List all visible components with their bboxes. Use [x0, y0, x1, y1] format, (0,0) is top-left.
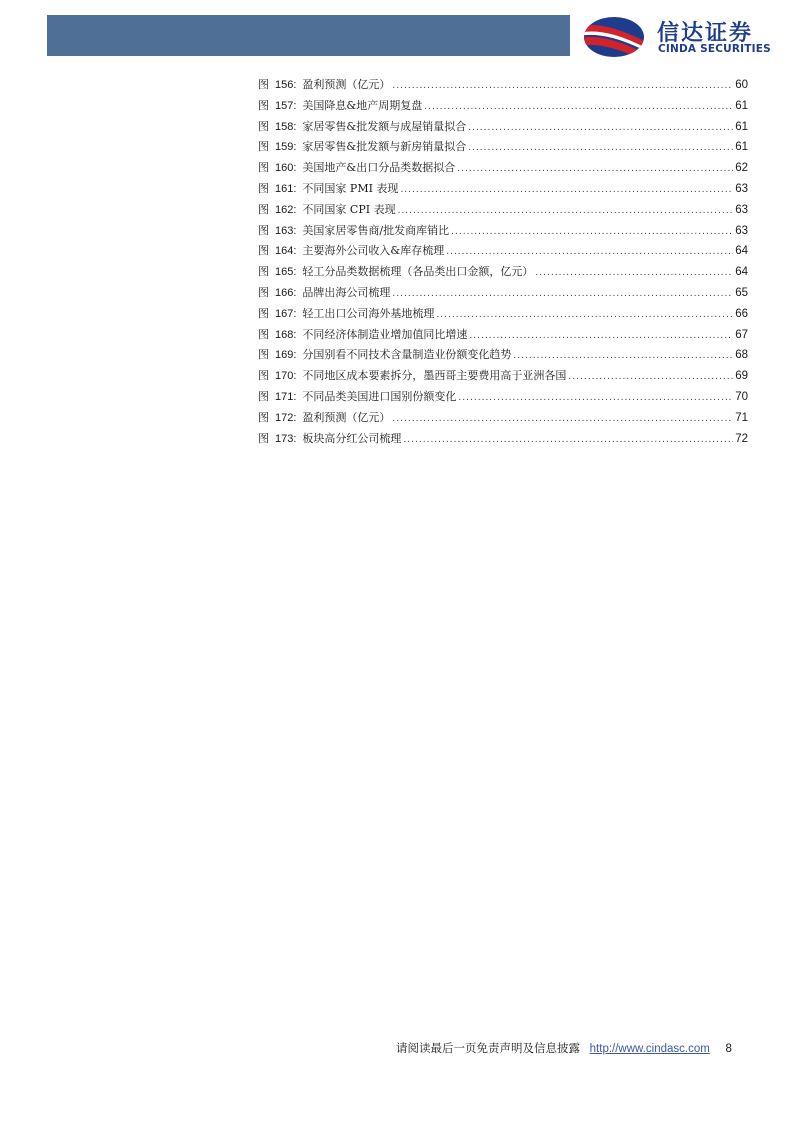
figure-number: 158:	[275, 120, 297, 133]
figure-list-item[interactable]	[258, 137, 748, 158]
figure-title: 美国家居零售商/批发商库销比	[302, 223, 450, 237]
figure-title: 盈利预测（亿元）	[302, 410, 391, 424]
figure-number: 156:	[275, 79, 297, 91]
figure-page-number: 66	[735, 307, 748, 320]
figure-page-number: 64	[735, 245, 748, 258]
figure-list-item[interactable]	[258, 429, 748, 450]
figure-number: 159:	[275, 141, 297, 154]
figure-title: 盈利预测（亿元）	[302, 78, 391, 91]
dot-leader	[468, 118, 733, 139]
dot-leader	[468, 138, 733, 159]
figure-number: 171:	[275, 390, 297, 403]
dot-leader	[398, 201, 734, 222]
figure-title: 美国地产&出口分品类数据拟合	[302, 161, 456, 175]
figure-list	[258, 75, 748, 449]
figure-page-number: 71	[735, 411, 748, 424]
figure-prefix: 图	[258, 431, 269, 445]
figure-number: 170:	[275, 370, 297, 383]
figure-list-item[interactable]	[258, 221, 748, 242]
figure-prefix: 图	[258, 348, 269, 362]
figure-list-item[interactable]	[258, 200, 748, 221]
figure-title: 美国降息&地产周期复盘	[302, 98, 423, 112]
figure-page-number: 70	[735, 390, 748, 403]
figure-number: 165:	[275, 266, 297, 279]
figure-title: 轻工出口公司海外基地梳理	[302, 306, 435, 320]
figure-title: 主要海外公司收入&库存梳理	[302, 244, 445, 258]
figure-page-number: 72	[735, 432, 748, 445]
figure-prefix: 图	[258, 306, 269, 320]
figure-page-number: 67	[735, 328, 748, 341]
figure-list-item[interactable]	[258, 158, 748, 179]
figure-list-item[interactable]	[258, 75, 748, 96]
figure-number: 164:	[275, 245, 297, 258]
figure-list-item[interactable]	[258, 304, 748, 325]
figure-prefix: 图	[258, 265, 269, 279]
figure-page-number: 61	[735, 99, 748, 112]
figure-page-number: 60	[735, 79, 748, 91]
figure-title: 家居零售&批发额与新房销量拟合	[302, 140, 467, 154]
figure-title: 不同国家 PMI 表现	[302, 181, 399, 195]
figure-number: 161:	[275, 182, 297, 195]
figure-prefix: 图	[258, 181, 269, 195]
figure-prefix: 图	[258, 285, 269, 299]
figure-title: 不同地区成本要素拆分，墨西哥主要费用高于亚洲各国	[302, 369, 567, 383]
figure-title: 轻工分品类数据梳理（各品类出口金额，亿元）	[302, 265, 534, 279]
dot-leader	[392, 76, 733, 97]
dot-leader	[436, 305, 733, 326]
footer	[396, 1040, 732, 1056]
figure-prefix: 图	[258, 78, 269, 91]
dot-leader	[513, 346, 733, 367]
figure-title: 家居零售&批发额与成屋销量拟合	[302, 119, 467, 133]
figure-number: 160:	[275, 162, 297, 175]
figure-page-number: 69	[735, 370, 748, 383]
dot-leader	[392, 284, 733, 305]
figure-number: 166:	[275, 286, 297, 299]
figure-page-number: 61	[735, 120, 748, 133]
figure-list-item[interactable]	[258, 117, 748, 138]
figure-number: 173:	[275, 432, 297, 445]
figure-prefix: 图	[258, 223, 269, 237]
dot-leader	[568, 367, 733, 388]
figure-page-number: 68	[735, 349, 748, 362]
brand-name-en: CINDA SECURITIES	[658, 43, 771, 55]
figure-number: 163:	[275, 224, 297, 237]
figure-list-item[interactable]	[258, 179, 748, 200]
figure-page-number: 63	[735, 182, 748, 195]
figure-title: 不同经济体制造业增加值同比增速	[302, 327, 468, 341]
figure-list-item[interactable]	[258, 262, 748, 283]
dot-leader	[535, 263, 733, 284]
brand-name-cn: 信达证券	[657, 21, 754, 46]
figure-list-item[interactable]	[258, 96, 748, 117]
figure-prefix: 图	[258, 161, 269, 175]
header-bar	[47, 15, 570, 56]
figure-page-number: 62	[735, 162, 748, 175]
figure-page-number: 61	[735, 141, 748, 154]
figure-prefix: 图	[258, 244, 269, 258]
figure-title: 不同品类美国进口国别份额变化	[302, 389, 457, 403]
figure-list-item[interactable]	[258, 325, 748, 346]
dot-leader	[458, 388, 733, 409]
dot-leader	[457, 159, 733, 180]
figure-number: 167:	[275, 307, 297, 320]
figure-prefix: 图	[258, 389, 269, 403]
figure-prefix: 图	[258, 98, 269, 112]
figure-page-number: 63	[735, 224, 748, 237]
dot-leader	[392, 409, 733, 430]
figure-list-item[interactable]	[258, 345, 748, 366]
footer-disclaimer: 请阅读最后一页免责声明及信息披露	[396, 1041, 580, 1055]
figure-number: 157:	[275, 99, 297, 112]
figure-number: 168:	[275, 328, 297, 341]
figure-number: 162:	[275, 203, 297, 216]
figure-prefix: 图	[258, 202, 269, 216]
figure-prefix: 图	[258, 140, 269, 154]
footer-url-link[interactable]: http://www.cindasc.com	[589, 1043, 710, 1055]
brand-logo	[583, 16, 773, 58]
figure-prefix: 图	[258, 410, 269, 424]
dot-leader	[400, 180, 733, 201]
figure-number: 172:	[275, 411, 297, 424]
figure-page-number: 63	[735, 203, 748, 216]
figure-title: 品牌出海公司梳理	[302, 285, 391, 299]
cinda-logo-icon	[583, 16, 645, 58]
figure-list-item[interactable]	[258, 387, 748, 408]
dot-leader	[469, 326, 733, 347]
figure-number: 169:	[275, 349, 297, 362]
page-number: 8	[725, 1043, 732, 1055]
figure-prefix: 图	[258, 327, 269, 341]
figure-title: 不同国家 CPI 表现	[302, 202, 396, 216]
figure-prefix: 图	[258, 369, 269, 383]
figure-list-item[interactable]	[258, 283, 748, 304]
figure-page-number: 64	[735, 266, 748, 279]
figure-title: 板块高分红公司梳理	[302, 431, 402, 445]
dot-leader	[446, 242, 733, 263]
dot-leader	[403, 430, 733, 451]
figure-page-number: 65	[735, 286, 748, 299]
figure-list-item[interactable]	[258, 408, 748, 429]
figure-list-item[interactable]	[258, 241, 748, 262]
figure-list-item[interactable]	[258, 366, 748, 387]
figure-title: 分国别看不同技术含量制造业份额变化趋势	[302, 348, 512, 362]
figure-prefix: 图	[258, 119, 269, 133]
dot-leader	[451, 222, 733, 243]
dot-leader	[424, 97, 733, 118]
